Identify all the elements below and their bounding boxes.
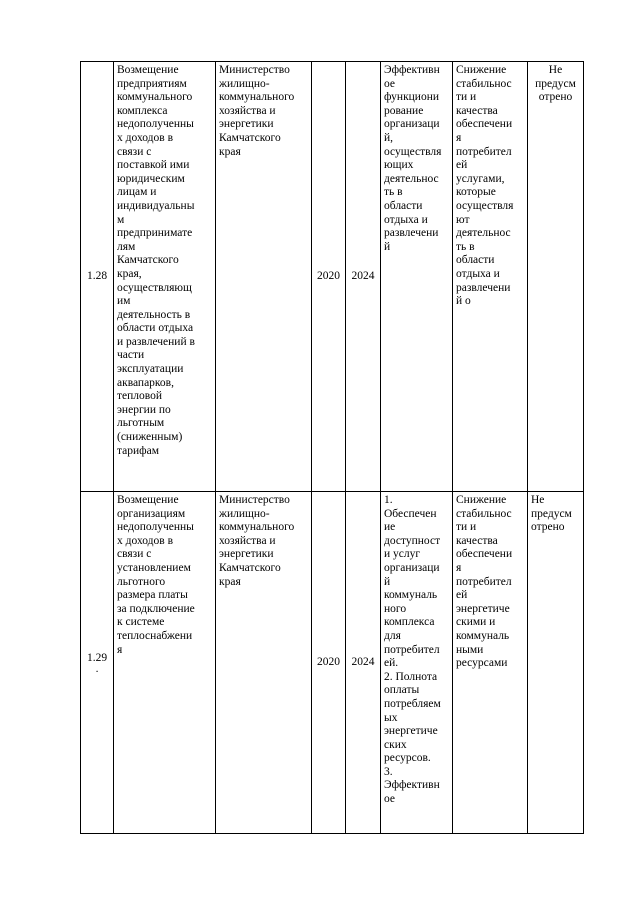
text-line: отдыха и [384,213,428,226]
text-line: функциони [384,91,440,104]
consequence-cell [453,62,528,492]
text-line: коммуналь [456,629,510,642]
text-line: Не [531,494,545,506]
text-line: жилищно- [219,77,270,90]
text-line: 3. [384,765,393,778]
year-start-cell [312,62,346,492]
text-line: области [384,199,423,212]
text-line: Эффективн [384,64,440,76]
text-line: энергетики [219,118,274,131]
text-line: юридическим [117,172,185,185]
text-line: деятельнос [456,227,511,240]
text-line: части [117,349,145,362]
text-line: края [219,145,241,158]
text-line: и развлечений в [117,335,195,348]
text-line: обеспечени [456,118,513,131]
text-line: рование [384,104,424,117]
text-line: качества [456,104,498,117]
text-line: х доходов в [117,131,174,144]
text-line: Возмещение [117,64,179,76]
text-line: лицам и [117,186,157,199]
text-line: отдыха и [456,267,500,280]
text-line: комплекса [384,616,435,629]
text-line: тарифам [117,444,160,457]
text-line: ного [384,602,407,615]
text-line: аквапарков, [117,376,174,389]
text-line: ют [456,213,470,226]
text-line: предпринимате [117,227,193,240]
text-line: Эффективн [384,779,440,792]
text-line: Камчатского [219,131,281,144]
text-line: ти и [456,91,477,104]
link-cell [528,62,584,492]
consequence-cell [453,492,528,834]
row-number-suffix: . [95,663,99,676]
text-line: к системе [117,616,165,629]
text-line: льготного [117,575,166,588]
text-line: потребител [456,145,512,158]
text-line: отрено [531,521,565,534]
text-line: ресурсов. [384,752,431,765]
year-start: 2020 [317,655,340,668]
text-line: Министерство [219,64,290,76]
text-line: ое [384,77,395,90]
text-line: м [117,213,125,226]
text-line: потребител [456,575,512,588]
year-end: 2024 [351,269,375,282]
text-line: размера платы [117,589,188,602]
text-line: хозяйства и [219,534,276,547]
year-end-cell [346,492,381,834]
text-line: ых [384,711,398,724]
text-line: потребител [384,643,440,656]
measure-cell [114,62,216,492]
executor-cell [216,62,312,492]
text-line: ными [456,643,484,656]
text-line: ей. [384,657,399,670]
result-cell [381,62,453,492]
text-line: деятельнос [384,172,439,185]
text-line: связи с [117,548,152,561]
text-line: жилищно- [219,507,270,520]
text-line: им [117,295,131,308]
text-line: связи с [117,145,152,158]
text-line: индивидуальны [117,199,195,212]
text-line: Обеспечен [384,507,437,520]
text-line: ресурсами [456,657,508,670]
text-line: й, [384,131,394,144]
text-line: края, [117,267,142,280]
text-line: развлечени [384,227,439,240]
text-line: стабильнос [456,77,512,90]
text-line: Снижение [456,64,507,76]
text-line: скими и [456,616,496,629]
text-line: предприятиям [117,77,187,90]
row-number-cell [81,492,114,834]
text-line: Снижение [456,494,507,506]
text-line: которые [456,186,496,199]
text-line: я [456,561,462,574]
text-line: коммунального [219,521,295,534]
text-line: ть в [384,186,403,199]
text-line: установлением [117,561,191,574]
text-line: ющих [384,159,414,172]
text-line: коммунального [117,91,193,104]
result-cell [381,492,453,834]
text-line: 1. [384,494,393,506]
text-line: теплоснабжени [117,629,193,642]
table-row [81,62,584,492]
text-line: коммунального [219,91,295,104]
text-line: ое [384,793,395,806]
text-line: энергии по [117,403,171,416]
text-line: недополученны [117,118,194,131]
text-line: Не [548,64,563,76]
text-line: услугами, [456,172,505,185]
text-line: ей [456,589,468,602]
text-line: доступност [384,534,441,547]
text-line: Камчатского [219,561,281,574]
text-line: деятельность в [117,308,191,321]
text-line: поставкой ими [117,159,190,172]
text-line: й [384,240,391,253]
text-line: предусм [535,77,576,90]
year-end-cell [346,62,381,492]
text-line: Министерство [219,494,290,506]
text-line: коммуналь [384,589,438,602]
text-line: й [384,575,391,588]
text-line: организаци [384,561,440,574]
text-line: организаци [384,118,440,131]
text-line: развлечени [456,281,511,294]
text-line: ских [384,738,407,751]
text-line: области отдыха [117,322,194,335]
text-line: льготным [117,417,165,430]
text-line: оплаты [384,684,420,697]
text-line: отрено [538,91,573,104]
text-line: потребляем [384,697,441,710]
text-line: я [456,131,462,144]
year-start-cell [312,492,346,834]
text-line: энергетиче [456,602,510,615]
text-line: края [219,575,241,588]
year-start: 2020 [317,269,340,282]
row-number: 1.28 [86,269,108,282]
text-line: ти и [456,521,477,534]
text-line: ей [456,159,468,172]
text-line: ие [384,521,396,534]
text-line: й о [456,295,471,308]
text-line: области [456,254,495,267]
text-line: комплекса [117,104,168,117]
measure-cell [114,492,216,834]
text-line: хозяйства и [219,104,276,117]
text-line: недополученны [117,521,194,534]
text-line: я [117,643,123,656]
text-line: энергетиче [384,725,438,738]
measures-table [80,61,584,834]
text-line: за подключение [117,602,195,615]
row-number: 1.29 [86,651,108,664]
text-line: Камчатского [117,254,179,267]
text-line: 2. Полнота [384,670,438,683]
text-line: предусм [531,507,572,520]
text-line: Возмещение [117,494,179,506]
text-line: эксплуатации [117,363,184,376]
text-line: обеспечени [456,548,513,561]
year-end: 2024 [351,655,375,668]
text-line: организациям [117,507,186,520]
row-number-cell [81,62,114,492]
text-line: тепловой [117,390,163,403]
link-cell [528,492,584,834]
text-line: лям [117,240,136,253]
table-row [81,492,584,834]
text-line: качества [456,534,498,547]
text-line: осуществля [456,199,514,212]
text-line: энергетики [219,548,274,561]
text-line: для [384,629,401,642]
text-line: осуществляющ [117,281,192,294]
text-line: стабильнос [456,507,512,520]
text-line: осуществля [384,145,442,158]
text-line: ть в [456,240,475,253]
text-line: х доходов в [117,534,174,547]
text-line: (сниженным) [117,431,183,444]
text-line: и услуг [384,548,421,561]
executor-cell [216,492,312,834]
